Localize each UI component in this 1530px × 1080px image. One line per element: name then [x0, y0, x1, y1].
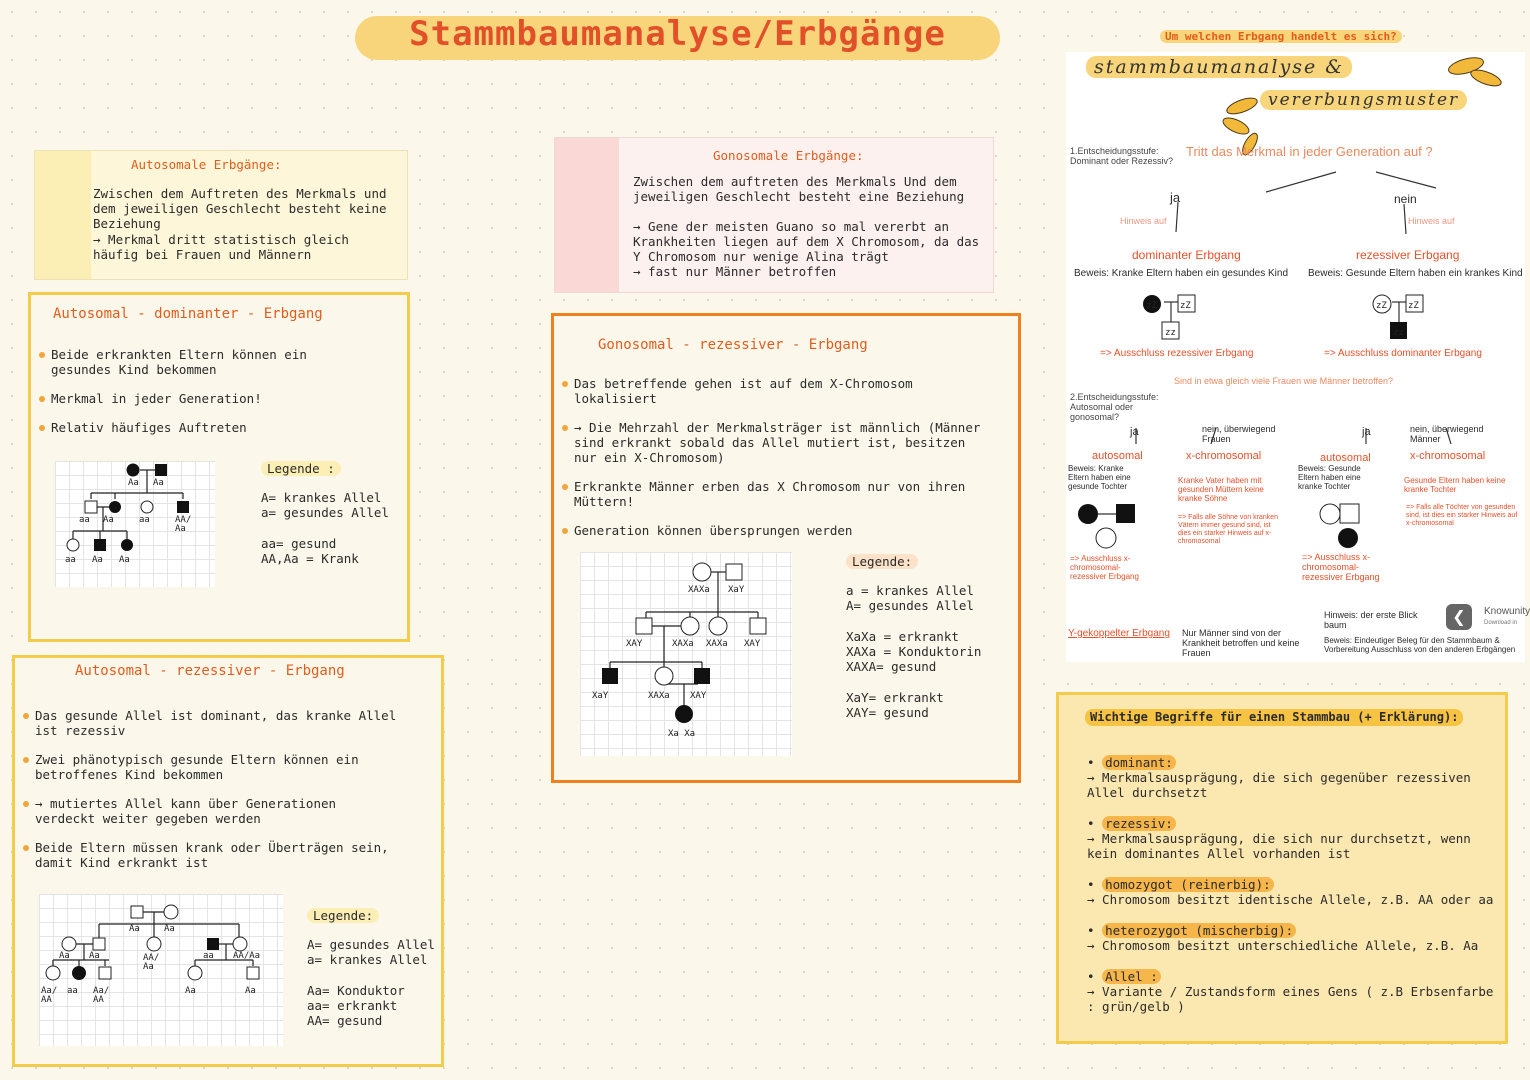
dominant-tree-label: aa: [79, 515, 90, 525]
beweis-auto-1: Beweis: Kranke Eltern haben eine gesunde Tochter: [1068, 464, 1131, 491]
gonosomal-text-2: → Gene der meisten Guano so mal vererbt an Krankheiten liegen auf dem X Chromosom, da das Y Chromosom nur wenige Alina trägt: [633, 219, 980, 264]
begriffe-item: • Allel : → Variante / Zustandsform eines Gens ( z.B Erbsenfarbe : grün/gelb ): [1087, 969, 1497, 1014]
rezessiv-legend-item: a= krankes Allel: [307, 952, 428, 967]
knowunity-sub: Download in: [1484, 620, 1518, 626]
rezessiv-erbgang: rezessiver Erbgang: [1356, 248, 1460, 262]
gon-rez-tree-label: Xa Xa: [668, 729, 696, 739]
rezessiv-pedigree: [39, 894, 283, 1046]
answer-nein: nein: [1394, 192, 1417, 206]
zz-label: zz: [1393, 328, 1404, 338]
rezessiv-tree-label: Aa: [129, 924, 140, 934]
beweis-rezessiv: Beweis: Gesunde Eltern haben ein krankes Kind: [1308, 268, 1523, 279]
gonosomal-title: Gonosomale Erbgänge:: [713, 148, 864, 163]
answer-ja-2: ja: [1130, 426, 1139, 438]
dominant-bullet-3: Relativ häufiges Auftreten: [39, 420, 309, 435]
autosomal-card: [34, 150, 408, 280]
dominant-bullet-1: Beide erkrankten Eltern können ein gesundes Kind bekommen: [39, 347, 309, 377]
gon-rez-pedigree-svg: [580, 552, 792, 756]
beweis-x-1: Kranke Vater haben mit gesunden Müttern keine kranke Söhne: [1178, 476, 1264, 503]
begriff-term: heterozygot (mischerbig):: [1102, 923, 1296, 938]
dominant-legend: [261, 461, 389, 566]
gon-rez-legend-item: A= gesundes Allel: [846, 598, 974, 613]
rezessiv-tree-label: AA: [93, 995, 104, 1005]
dominant-card: [28, 292, 410, 642]
zz-label: zz: [1165, 328, 1176, 338]
gon-rez-legend-item: XaXa = erkrankt: [846, 629, 959, 644]
rezessiv-tree-label: Aa: [185, 986, 196, 996]
dominant-tree-label: Aa: [128, 478, 139, 488]
rezessiv-tree-label: Aa: [245, 986, 256, 996]
knowunity-logo-icon[interactable]: ❮: [1446, 604, 1472, 630]
gon-rez-legend-item: XAXa = Konduktorin: [846, 644, 982, 659]
rezessiv-legend-title: Legende:: [307, 908, 379, 923]
ausschluss-x-2: => Ausschluss x-chromosomal-rezessiver Erbgang: [1302, 552, 1380, 582]
right-question: Um welchen Erbgang handelt es sich?: [1160, 30, 1402, 43]
flowchart-panel: [1066, 52, 1530, 662]
rezessiv-tree-label: AA/: [143, 953, 160, 963]
question-1: Tritt das Merkmal in jeder Generation auf ?: [1186, 144, 1433, 159]
dominant-tree-label: aa: [65, 555, 76, 565]
gon-rez-tree-label: XAXa: [706, 639, 728, 649]
hint-label: Hinweis auf: [1408, 216, 1455, 226]
gon-rez-bullet-3: Erkrankte Männer erben das X Chromosom nur von ihren Müttern!: [562, 479, 990, 509]
dominant-tree-label: AA/: [175, 515, 192, 525]
gon-rez-pedigree: [580, 552, 792, 756]
gon-rez-legend-item: XAXA= gesund: [846, 659, 937, 674]
rezessiv-tree-label: AA: [41, 995, 52, 1005]
gonosomal-text-1: Zwischen dem auftreten des Merkmals Und dem jeweiligen Geschlecht besteht eine Beziehung: [633, 174, 965, 204]
gonosomal-text-3: → fast nur Männer betroffen: [633, 264, 837, 279]
dominant-tree-label: aa: [139, 515, 150, 525]
rezessiv-bullet-3: → mutiertes Allel kann über Generationen verdeckt weiter gegeben werden: [23, 796, 403, 826]
rezessiv-tree-label: aa: [203, 951, 214, 961]
gon-rez-tree-label: XAY: [744, 639, 761, 649]
xchrom-label: x-chromosomal: [1186, 450, 1262, 462]
gon-rez-tree-label: XAXa: [672, 639, 694, 649]
gon-rez-legend-title: Legende:: [846, 554, 918, 569]
begriff-def: → Merkmalsausprägung, die sich nur durchsetzt, wenn kein dominantes Allel vorhanden ist: [1087, 831, 1471, 861]
zz-label: zZ: [1376, 301, 1387, 311]
rezessiv-tree-label: Aa: [89, 951, 100, 961]
step2-label: 2.Entscheidungsstufe: Autosomal oder gonosomal?: [1070, 392, 1159, 422]
dominant-erbgang: dominanter Erbgang: [1132, 248, 1241, 262]
gon-rez-legend: [846, 554, 981, 720]
dominant-bullets: [39, 347, 309, 449]
rezessiv-tree-label: Aa/: [93, 986, 110, 996]
hint-label: Hinweis auf: [1120, 216, 1167, 226]
beweis-dominant: Beweis: Kranke Eltern haben ein gesundes Kind: [1074, 268, 1289, 279]
rezessiv-bullet-4: Beide Eltern müssen krank oder Überträgen sein, damit Kind erkrankt ist: [23, 840, 403, 870]
rezessiv-tree-label: aa: [67, 986, 78, 996]
begriffe-item: • rezessiv: → Merkmalsausprägung, die sich nur durchsetzt, wenn kein dominantes Allel vorhanden ist: [1087, 816, 1497, 861]
dominant-bullet-2: Merkmal in jeder Generation!: [39, 391, 309, 406]
rezessiv-tree-label: Aa: [164, 924, 175, 934]
gon-rez-tree-label: XaY: [728, 585, 745, 595]
question-2: Sind in etwa gleich viele Frauen wie Männer betroffen?: [1174, 376, 1393, 386]
dominant-tree-label: Aa: [103, 515, 114, 525]
knowunity-name[interactable]: Knowunity: [1484, 606, 1530, 617]
autosomal-label: autosomal: [1092, 450, 1143, 462]
flowchart-header-2: vererbungsmuster: [1260, 90, 1467, 110]
rezessiv-bullets: [23, 708, 403, 884]
begriffe-title: Wichtige Begriffe für einen Stammbau (+ Erklärung):: [1085, 709, 1463, 726]
begriffe-item: • dominant: → Merkmalsausprägung, die sich gegenüber rezessiven Allel durchsetzt: [1087, 755, 1497, 800]
dominant-legend-title: Legende :: [261, 461, 341, 476]
begriffe-item: • homozygot (reinerbig): → Chromosom besitzt identische Allele, z.B. AA oder aa: [1087, 877, 1497, 907]
rezessiv-card: [12, 655, 444, 1067]
begriffe-item: • heterozygot (mischerbig): → Chromosom besitzt unterschiedliche Allele, z.B. Aa: [1087, 923, 1497, 953]
gon-rez-legend-item: a = krankes Allel: [846, 583, 974, 598]
rezessiv-bullet-1: Das gesunde Allel ist dominant, das kranke Allel ist rezessiv: [23, 708, 403, 738]
dominant-legend-item: AA,Aa = Krank: [261, 551, 359, 566]
dominant-legend-item: a= gesundes Allel: [261, 505, 389, 520]
hinweis-first: Hinweis: der erste Blick baum: [1324, 610, 1418, 630]
dominant-tree-label: Aa: [119, 555, 130, 565]
gon-rez-bullet-2: → Die Mehrzahl der Merkmalsträger ist männlich (Männer sind erkrankt sobald das Allel mutiert ist, besitzen nur ein X-Chromosom): [562, 420, 990, 465]
autosomal-text-2: → Merkmal dritt statistisch gleich häufig bei Frauen und Männern: [93, 232, 349, 262]
ausschluss-dominant: => Ausschluss dominanter Erbgang: [1324, 348, 1482, 359]
dominant-pedigree-svg: [55, 461, 215, 587]
begriffe-list: [1087, 755, 1497, 1014]
rezessiv-legend-item: A= gesundes Allel: [307, 937, 435, 952]
rezessiv-tree-label: AA/Aa: [233, 951, 261, 961]
dominant-legend-item: aa= gesund: [261, 536, 337, 551]
begriff-term: homozygot (reinerbig):: [1102, 877, 1274, 892]
begriff-def: → Merkmalsausprägung, die sich gegenüber rezessiven Allel durchsetzt: [1087, 770, 1471, 800]
gon-rez-bullet-1: Das betreffende gehen ist auf dem X-Chromosom lokalisiert: [562, 376, 990, 406]
gon-rez-bullets: [562, 376, 990, 552]
ausschluss-rezessiv: => Ausschluss rezessiver Erbgang: [1100, 348, 1254, 359]
gon-rez-tree-label: XaY: [592, 691, 609, 701]
flowchart-header-1: stammbaumanalyse &: [1086, 56, 1352, 78]
answer-nein-frauen: nein, überwiegend Frauen: [1202, 424, 1276, 444]
answer-nein-maenner: nein, überwiegend Männer: [1410, 424, 1484, 444]
rezessiv-tree-label: Aa: [143, 962, 154, 972]
beweis-end: Beweis: Eindeutiger Beleg für den Stammbaum & Vorbereitung Ausschluss von den anderen Erbgängen: [1324, 636, 1516, 654]
gon-rez-legend-item: XAY= gesund: [846, 705, 929, 720]
xchrom-label-2: x-chromosomal: [1410, 450, 1486, 462]
begriff-term: Allel :: [1102, 969, 1161, 984]
autosomal-card-strip: [35, 151, 91, 279]
beweis-auto-2: Beweis: Gesunde Eltern haben eine kranke Tochter: [1298, 464, 1361, 491]
gon-rez-legend-item: XaY= erkrankt: [846, 690, 944, 705]
gon-rez-tree-label: XAY: [626, 639, 643, 649]
rezessiv-tree-label: Aa/: [41, 986, 58, 996]
step1-label: 1.Entscheidungsstufe: Dominant oder Rezessiv?: [1070, 146, 1174, 166]
zz-label: zZ: [1146, 301, 1157, 311]
begriff-def: → Variante / Zustandsform eines Gens ( z.B Erbsenfarbe : grün/gelb ): [1087, 984, 1494, 1014]
gon-rez-tree-label: XAXa: [648, 691, 670, 701]
rezessiv-legend: [307, 908, 435, 1028]
dominant-tree-label: Aa: [92, 555, 103, 565]
y-gekoppelt: Y-gekoppelter Erbgang: [1068, 628, 1170, 639]
zz-label: zZ: [1408, 301, 1419, 311]
begriffe-card: [1056, 692, 1508, 1044]
dominant-tree-label: Aa: [153, 478, 164, 488]
dominant-tree-label: Aa: [175, 524, 186, 534]
zz-label: zZ: [1180, 301, 1191, 311]
begriff-def: → Chromosom besitzt unterschiedliche Allele, z.B. Aa: [1087, 938, 1479, 953]
ausschluss-x-1: => Ausschluss x-chromosomal-rezessiver Erbgang: [1070, 554, 1139, 581]
autosomal-label-2: autosomal: [1320, 452, 1371, 464]
gon-rez-card: [551, 313, 1021, 783]
page-title: Stammbaumanalyse/Erbgänge: [409, 14, 946, 54]
gon-rez-tree-label: XAXa: [688, 585, 710, 595]
dominant-title: Autosomal - dominanter - Erbgang: [53, 306, 323, 322]
rezessiv-bullet-2: Zwei phänotypisch gesunde Eltern können ein betroffenes Kind bekommen: [23, 752, 403, 782]
rezessiv-legend-item: Aa= Konduktor: [307, 983, 405, 998]
gonosomal-card-strip: [555, 138, 619, 292]
rezessiv-pedigree-svg: [39, 894, 283, 1046]
beweis-x-1b: => Falls alle Söhne von kranken Vätern immer gesund sind, ist dies ein starker Hinweis auf x-chromosomal: [1178, 514, 1279, 545]
begriff-term: dominant:: [1102, 755, 1176, 770]
answer-ja-2b: ja: [1362, 426, 1371, 438]
rezessiv-legend-item: AA= gesund: [307, 1013, 383, 1028]
autosomal-title: Autosomale Erbgänge:: [131, 157, 282, 172]
rezessiv-legend-item: aa= erkrankt: [307, 998, 398, 1013]
beweis-x-2b: => Falls alle Töchter von gesunden sind, ist dies ein starker Hinweis auf x-chromosomal: [1406, 504, 1518, 527]
dominant-legend-item: A= krankes Allel: [261, 490, 382, 505]
gon-rez-tree-label: XAY: [690, 691, 707, 701]
gon-rez-bullet-4: Generation können übersprungen werden: [562, 523, 990, 538]
gon-rez-title: Gonosomal - rezessiver - Erbgang: [598, 337, 868, 353]
rezessiv-tree-label: Aa: [59, 951, 70, 961]
answer-ja: ja: [1170, 190, 1181, 205]
autosomal-text-1: Zwischen dem Auftreten des Merkmals und dem jeweiligen Geschlecht besteht keine Beziehung: [93, 186, 387, 231]
dominant-pedigree: [55, 461, 215, 587]
begriff-term: rezessiv:: [1102, 816, 1176, 831]
rezessiv-title: Autosomal - rezessiver - Erbgang: [75, 663, 345, 679]
begriff-def: → Chromosom besitzt identische Allele, z.B. AA oder aa: [1087, 892, 1494, 907]
beweis-x-2: Gesunde Eltern haben keine kranke Tochter: [1404, 476, 1506, 494]
y-gekoppelt-text: Nur Männer sind von der Krankheit betroffen und keine Frauen: [1182, 628, 1300, 658]
gonosomal-card: [554, 137, 994, 293]
